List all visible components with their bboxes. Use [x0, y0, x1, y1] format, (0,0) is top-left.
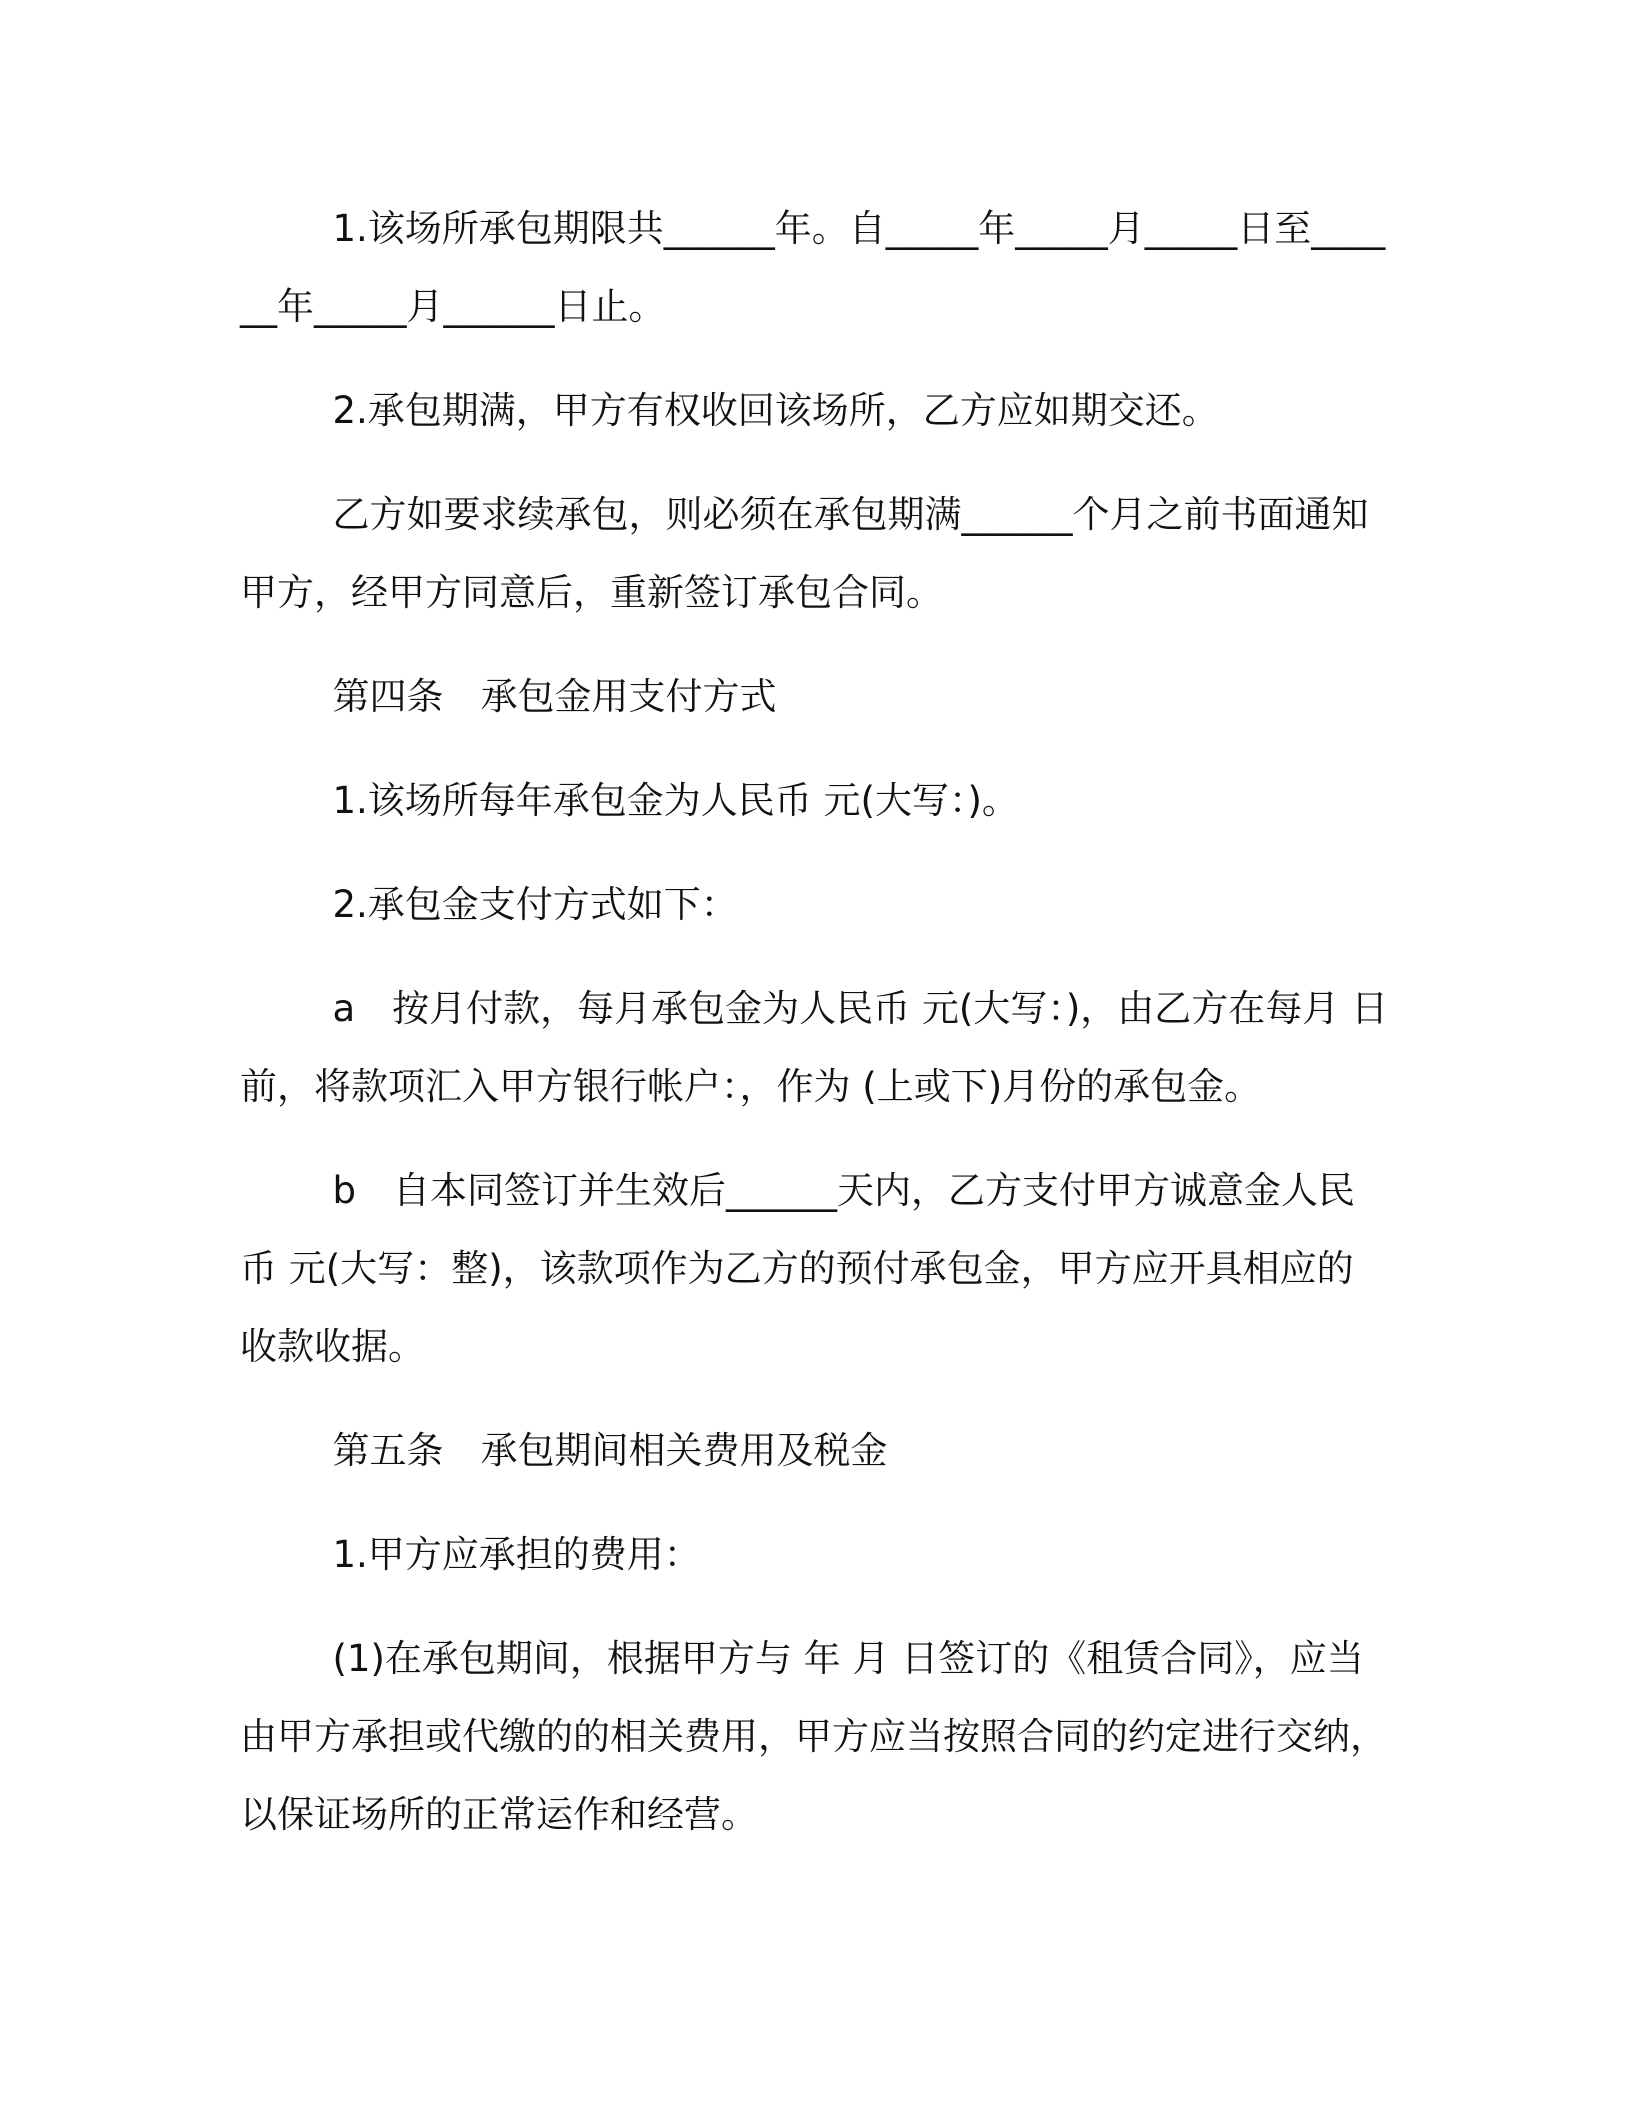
document-body [240, 190, 1390, 1880]
clause-payment-method: 2.承包金支付方式如下： [332, 883, 738, 926]
article-four-heading: 第四条 承包金用支付方式 [332, 675, 777, 718]
clause-monthly-payment: a 按月付款，每月承包金为人民币 元(大写：)，由乙方在每月 日前，将款项汇入甲方银行帐户：，作为 (上或下)月份的承包金。 [240, 987, 1389, 1108]
clause-annual-fee: 1.该场所每年承包金为人民币 元(大写：)。 [332, 779, 1019, 822]
clause-renewal: 乙方如要求续承包，则必须在承包期满______个月之前书面通知甲方，经甲方同意后，重新签订承包合同。 [240, 493, 1369, 614]
article-five-heading: 第五条 承包期间相关费用及税金 [332, 1429, 888, 1472]
clause-deposit: b 自本同签订并生效后______天内，乙方支付甲方诚意金人民币 元(大写：整)，该款项作为乙方的预付承包金，甲方应开具相应的收款收据。 [240, 1169, 1355, 1368]
clause-term-expiry: 2.承包期满，甲方有权收回该场所，乙方应如期交还。 [332, 389, 1219, 432]
clause-term-period: 1.该场所承包期限共______年。自_____年_____月_____日至______年_____月______日止。 [240, 207, 1386, 328]
clause-lease-costs: (1)在承包期间，根据甲方与 年 月 日签订的《租赁合同》，应当由甲方承担或代缴的的相关费用，甲方应当按照合同的约定进行交纳，以保证场所的正常运作和经营。 [240, 1637, 1387, 1836]
clause-party-a-costs: 1.甲方应承担的费用： [332, 1533, 701, 1576]
